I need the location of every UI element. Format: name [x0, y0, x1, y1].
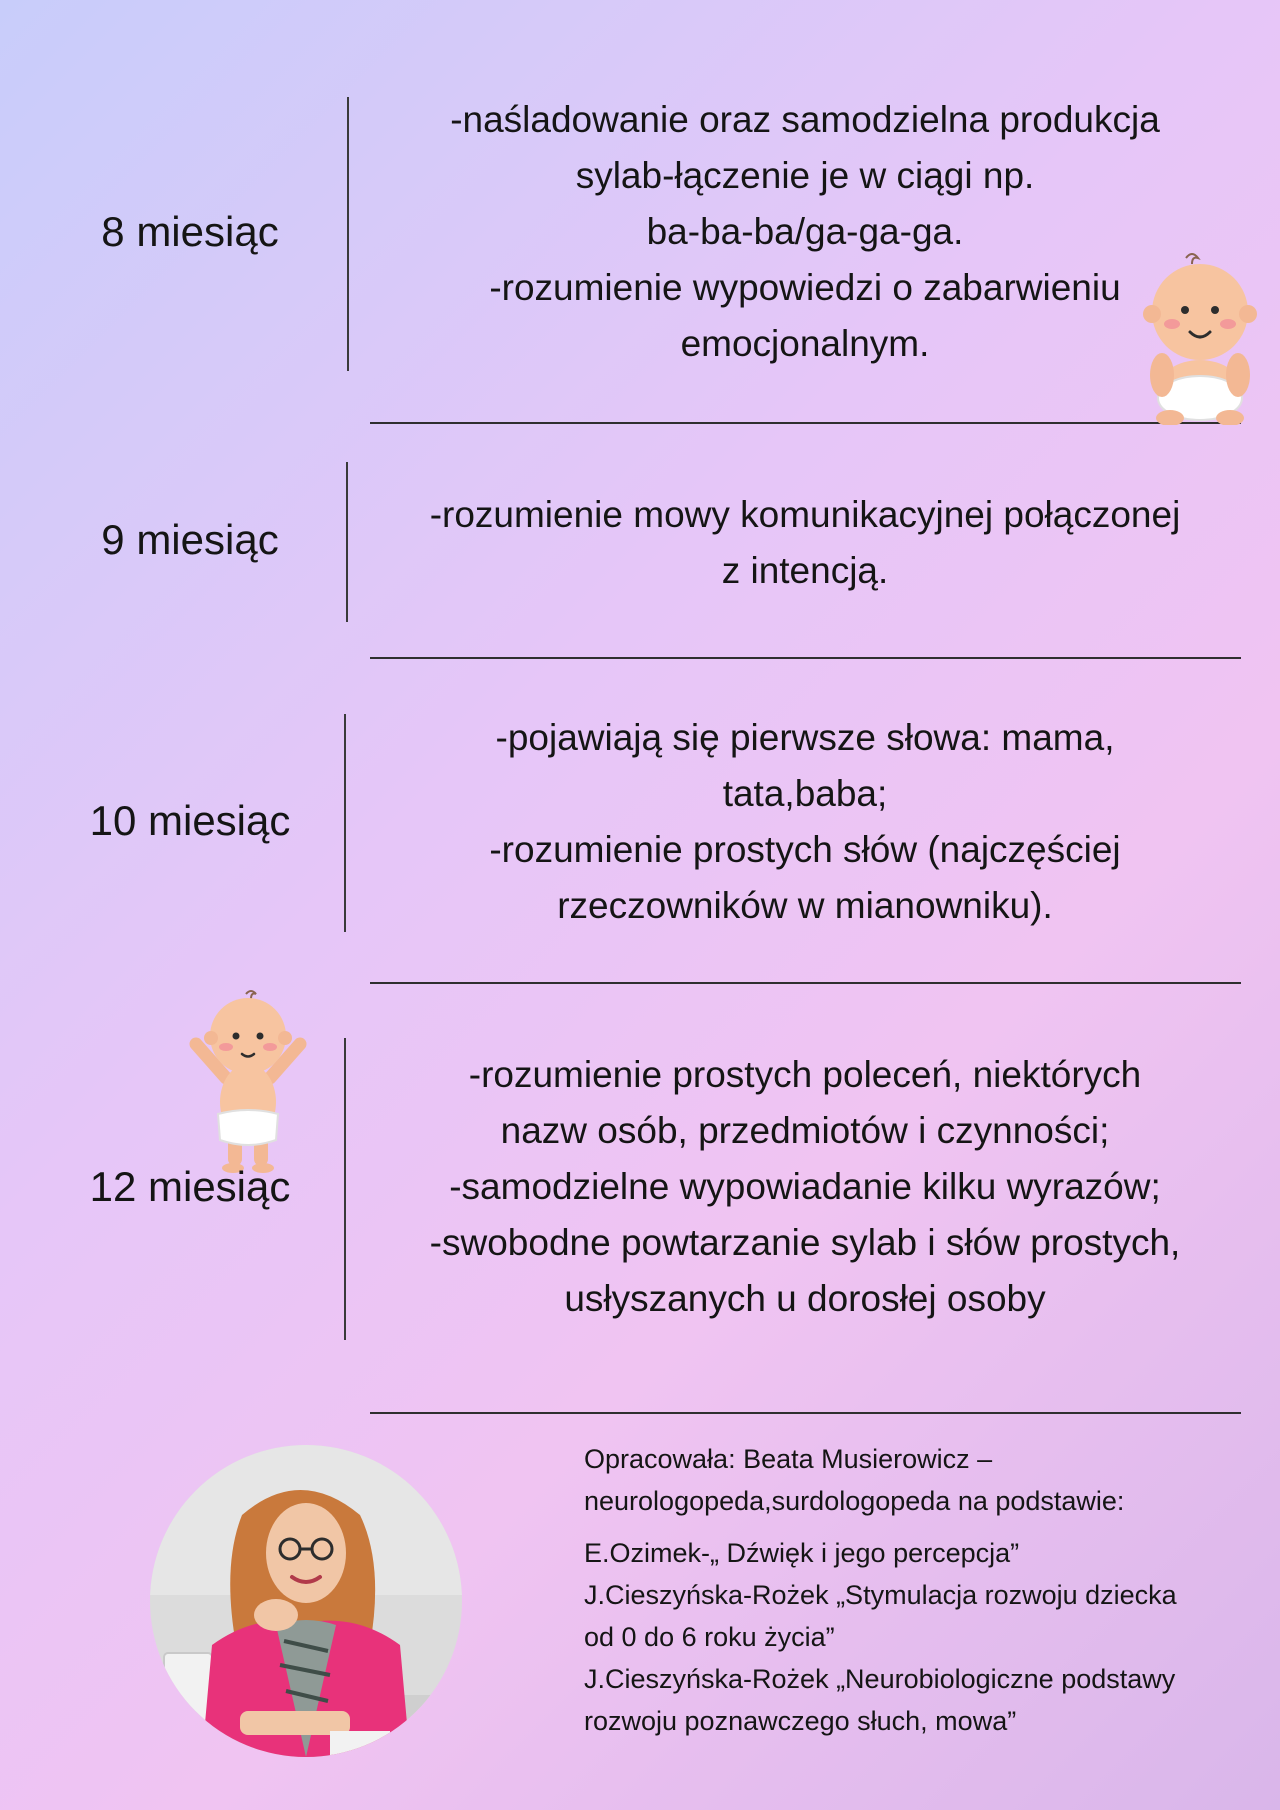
milestone-list	[380, 92, 1230, 372]
credits	[584, 1438, 1264, 1742]
source-line: rozwoju poznawczego słuch, mowa”	[584, 1706, 1017, 1736]
sitting-baby-icon	[1140, 250, 1260, 425]
month-label: 9 miesiąc	[101, 516, 279, 563]
month-label: 12 miesiąc	[89, 1163, 291, 1210]
milestone-line: -rozumienie prostych słów (najczęściej	[489, 829, 1121, 870]
source-list	[584, 1532, 1264, 1742]
portrait-image	[150, 1445, 462, 1757]
milestone-line: -swobodne powtarzanie sylab i słów prostych,	[429, 1222, 1181, 1263]
source-line: od 0 do 6 roku życia”	[584, 1622, 835, 1652]
milestone-line: -naśladowanie oraz samodzielna produkcja	[450, 99, 1160, 140]
author-line: Opracowała: Beata Musierowicz –	[584, 1444, 993, 1474]
month-label: 10 miesiąc	[89, 797, 291, 844]
standing-baby-icon	[188, 990, 308, 1175]
milestone-list	[380, 710, 1230, 934]
milestone-line: -rozumienie mowy komunikacyjnej połączonej	[429, 494, 1181, 535]
milestone-list	[380, 487, 1230, 599]
milestone-line: -rozumienie wypowiedzi o zabarwieniu	[489, 267, 1121, 308]
milestone-line: -rozumienie prostych poleceń, niektórych	[468, 1054, 1142, 1095]
milestone-line: usłyszanych u dorosłej osoby	[564, 1278, 1046, 1319]
vertical-divider	[344, 1038, 346, 1340]
milestone-line: ba-ba-ba/ga-ga-ga.	[646, 211, 964, 252]
vertical-divider	[347, 97, 349, 371]
milestone-line: nazw osób, przedmiotów i czynności;	[500, 1110, 1110, 1151]
source-line: J.Cieszyńska-Rożek „Stymulacja rozwoju dziecka	[584, 1580, 1177, 1610]
horizontal-divider	[370, 1412, 1241, 1414]
month-label: 8 miesiąc	[101, 208, 279, 255]
milestone-list	[380, 1047, 1230, 1327]
horizontal-divider	[370, 422, 1241, 424]
milestone-line: tata,baba;	[722, 773, 888, 814]
milestone-line: z intencją.	[721, 550, 889, 591]
milestone-line: -samodzielne wypowiadanie kilku wyrazów;	[449, 1166, 1161, 1207]
milestone-line: -pojawiają się pierwsze słowa: mama,	[495, 717, 1115, 758]
milestone-line: sylab-łączenie je w ciągi np.	[575, 155, 1035, 196]
author-portrait	[150, 1445, 462, 1757]
vertical-divider	[344, 714, 346, 932]
source-line: J.Cieszyńska-Rożek „Neurobiologiczne podstawy	[584, 1664, 1176, 1694]
milestone-line: emocjonalnym.	[680, 323, 930, 364]
milestone-line: rzeczowników w mianowniku).	[557, 885, 1053, 926]
vertical-divider	[346, 462, 348, 622]
source-line: E.Ozimek-„ Dźwięk i jego percepcja”	[584, 1538, 1020, 1568]
horizontal-divider	[370, 982, 1241, 984]
horizontal-divider	[370, 657, 1241, 659]
author-line: neurologopeda,surdologopeda na podstawie:	[584, 1486, 1125, 1516]
